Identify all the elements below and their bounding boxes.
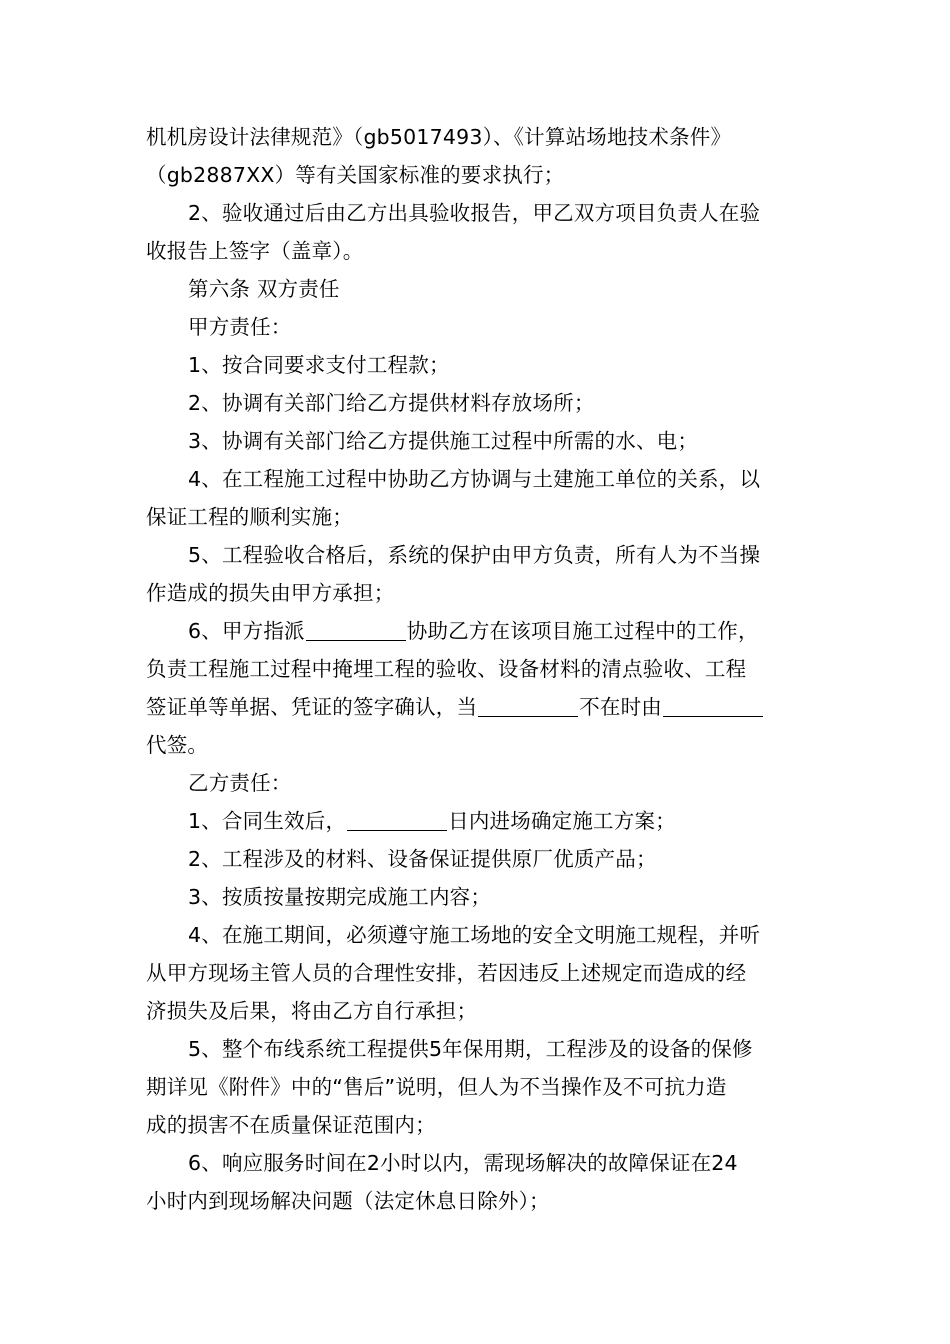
text-line: 负责工程施工过程中掩埋工程的验收、设备材料的清点验收、工程 <box>146 657 747 681</box>
blank-field <box>478 696 578 717</box>
text-line: 成的损害不在质量保证范围内； <box>146 1113 436 1137</box>
text-segment: 协助乙方在该项目施工过程中的工作， <box>406 619 759 643</box>
text-line: 代签。 <box>146 733 209 757</box>
text-line: 2、协调有关部门给乙方提供材料存放场所； <box>188 391 595 415</box>
text-line: 保证工程的顺利实施； <box>146 505 353 529</box>
text-line: 5、工程验收合格后，系统的保护由甲方负责，所有人为不当操 <box>188 543 761 567</box>
text-line-with-blank <box>146 612 808 650</box>
text-line: 4、在施工期间，必须遵守施工场地的安全文明施工规程，并听 <box>188 923 761 947</box>
text-line: 作造成的损失由甲方承担； <box>146 581 395 605</box>
blank-field <box>347 810 447 831</box>
blank-field <box>663 696 763 717</box>
text-line: 收报告上签字（盖章）。 <box>146 239 364 263</box>
text-segment: 6、甲方指派 <box>188 619 305 643</box>
text-line: 4、在工程施工过程中协助乙方协调与土建施工单位的关系，以 <box>188 467 761 491</box>
text-line: 2、工程涉及的材料、设备保证提供原厂优质产品； <box>188 847 657 871</box>
text-segment: 日内进场确定施工方案； <box>448 809 676 833</box>
text-line: 2、验收通过后由乙方出具验收报告，甲乙双方项目负责人在验 <box>188 201 761 225</box>
text-line: 从甲方现场主管人员的合理性安排，若因违反上述规定而造成的经 <box>146 961 747 985</box>
text-segment: 1、合同生效后， <box>188 809 347 833</box>
text-line: 3、协调有关部门给乙方提供施工过程中所需的水、电； <box>188 429 699 453</box>
party-a-heading: 甲方责任： <box>188 315 292 339</box>
text-segment: 签证单等单据、凭证的签字确认，当 <box>146 695 478 719</box>
section-heading: 第六条 双方责任 <box>188 277 340 301</box>
party-b-heading: 乙方责任： <box>188 771 292 795</box>
text-line-with-blank <box>146 802 808 840</box>
text-line: 济损失及后果，将由乙方自行承担； <box>146 999 478 1023</box>
text-line: 3、按质按量按期完成施工内容； <box>188 885 492 909</box>
text-line: 1、按合同要求支付工程款； <box>188 353 450 377</box>
text-line-with-blank <box>146 688 808 726</box>
text-line: 6、响应服务时间在2小时以内，需现场解决的故障保证在24 <box>188 1151 738 1175</box>
text-line: 5、整个布线系统工程提供5年保用期，工程涉及的设备的保修 <box>188 1037 753 1061</box>
text-line: 机机房设计法律规范》（gb5017493）、《计算站场地技术条件》 <box>146 125 732 149</box>
document-body <box>146 118 808 1220</box>
text-line: 期详见《附件》中的“售后”说明，但人为不当操作及不可抗力造 <box>146 1075 727 1099</box>
text-line: 小时内到现场解决问题（法定休息日除外）； <box>146 1189 550 1213</box>
text-line: （gb2887XX）等有关国家标准的要求执行； <box>146 163 565 187</box>
blank-field <box>306 620 406 641</box>
text-segment: 不在时由 <box>579 695 663 719</box>
